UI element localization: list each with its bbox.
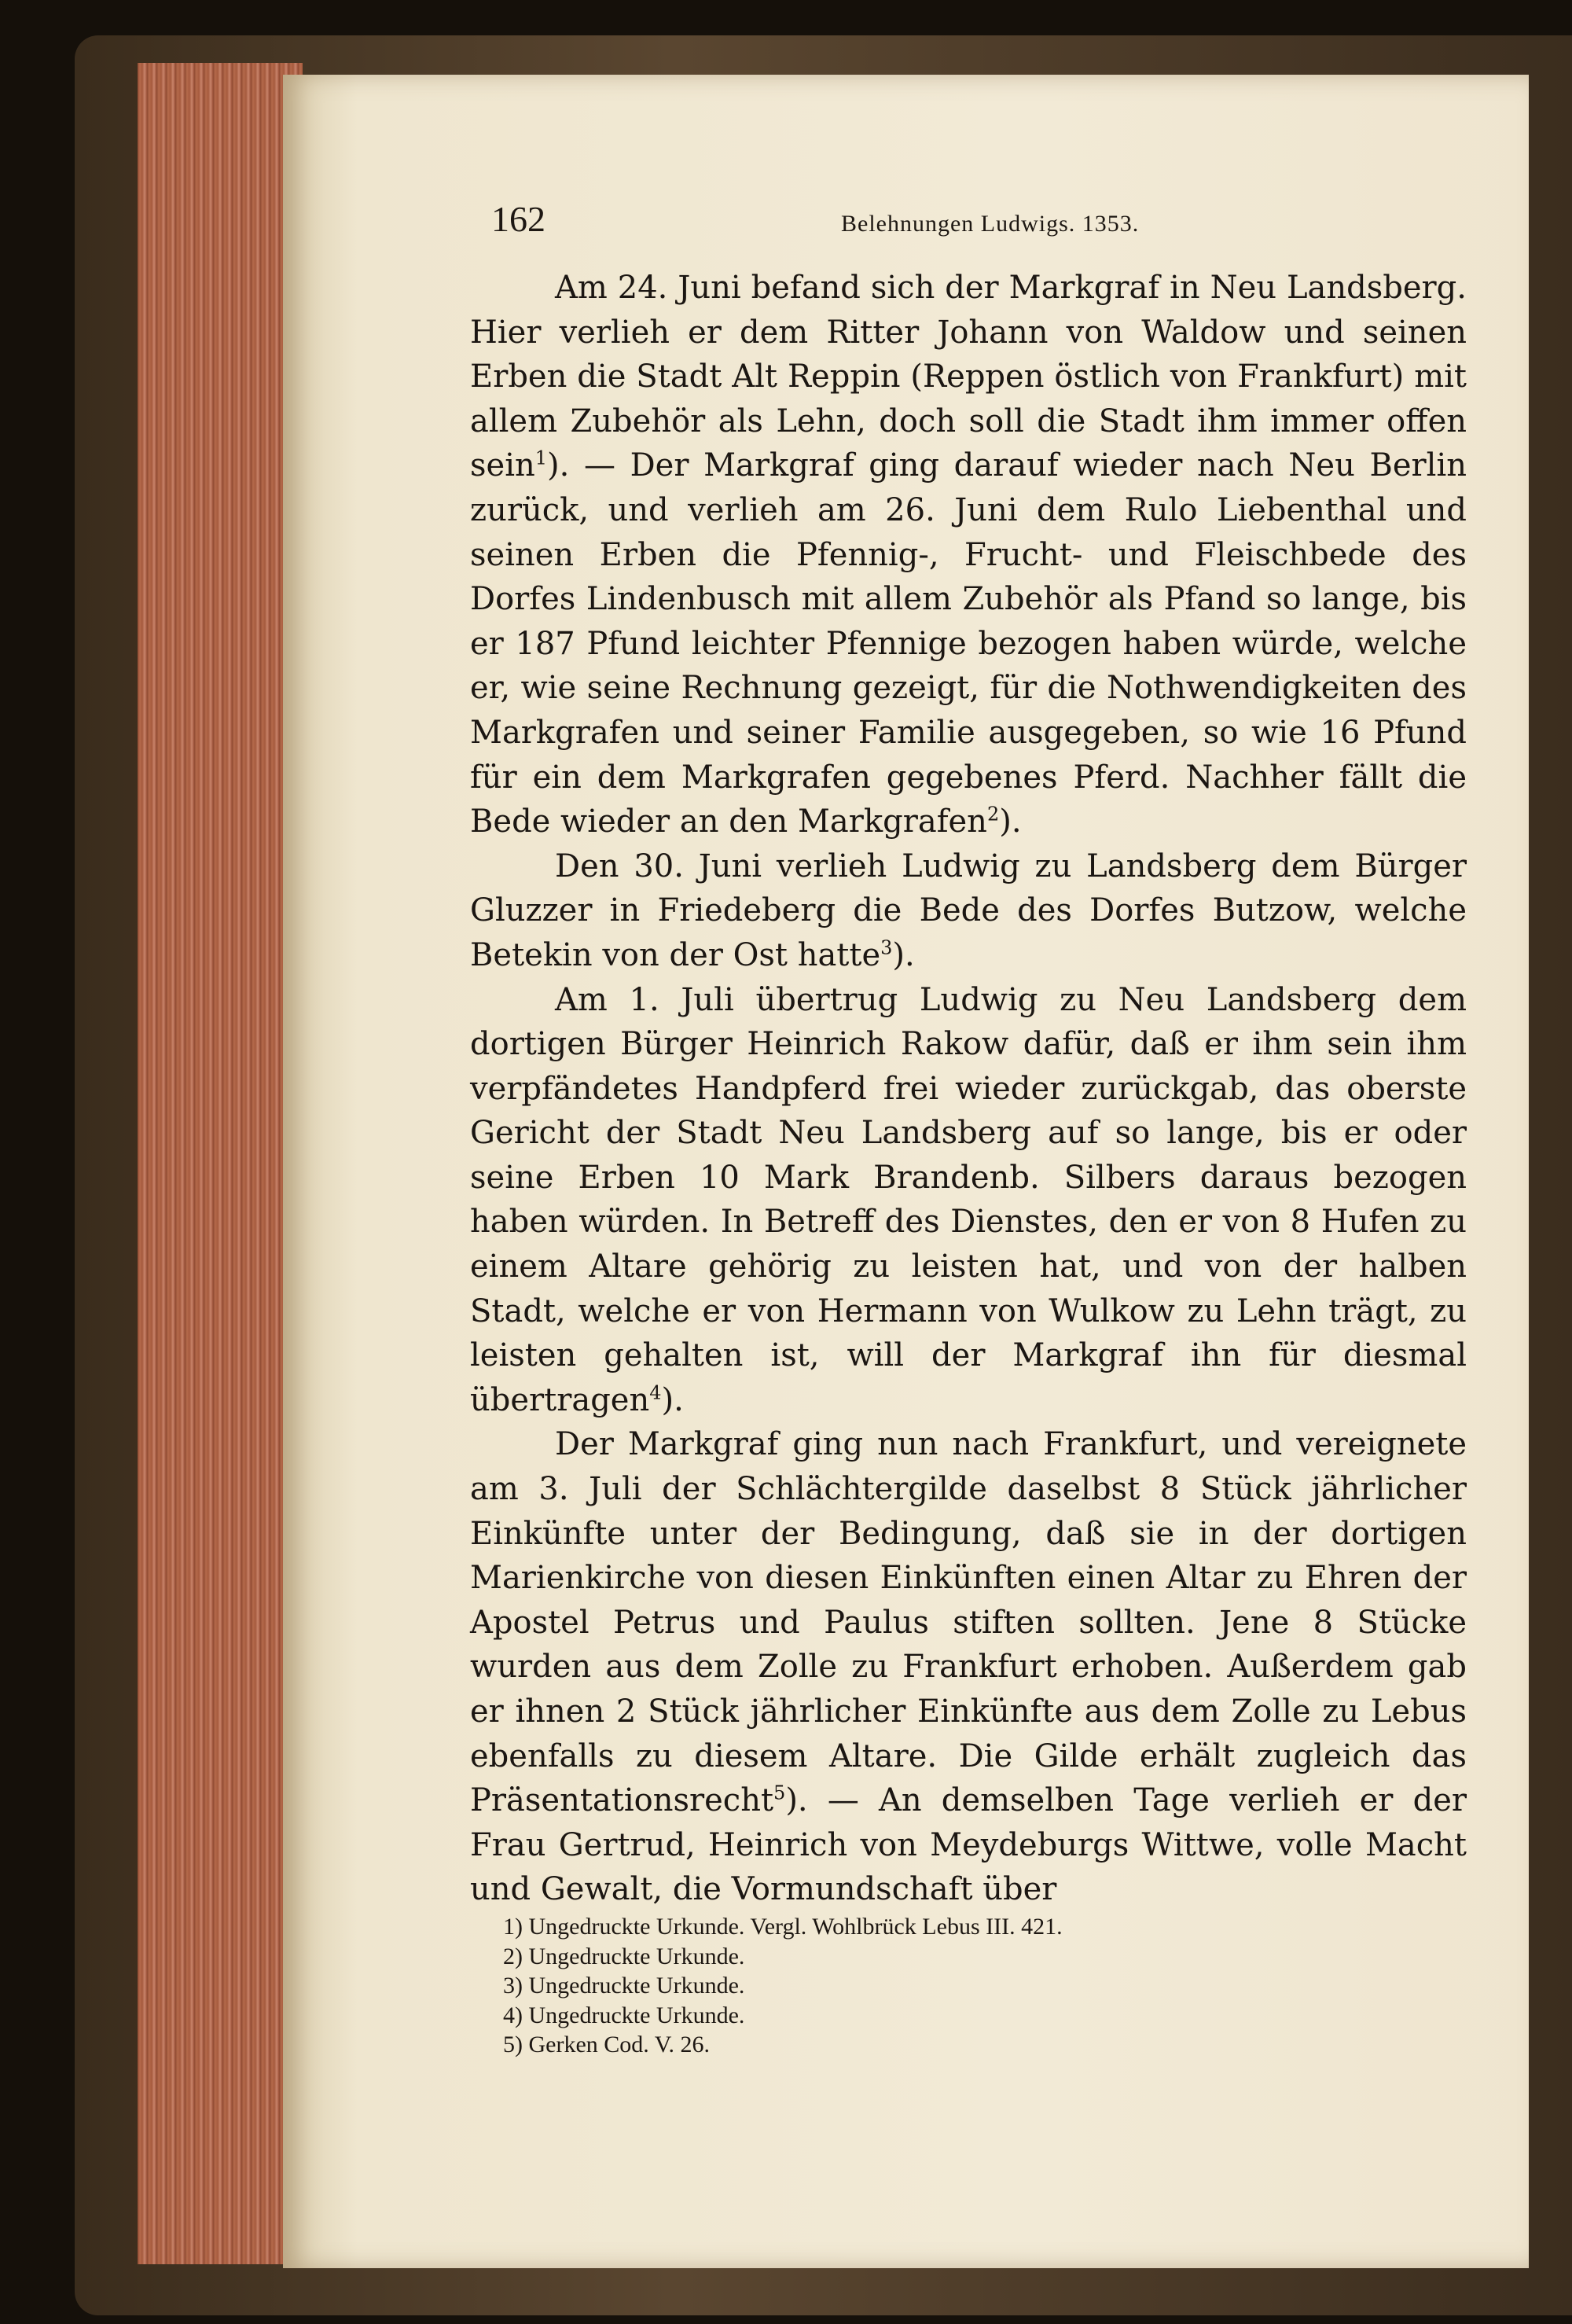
footnote-marker: 2 (986, 803, 1000, 826)
text-run: Der Markgraf ging nun nach Frankfurt, und vereignete am 3. Juli der Schlächtergilde daselbst 8 Stück jährlicher Einkünfte unter der Bedingung, daß sie in der dortigen Marienkirche von diesen Einkünften einen Altar zu Ehren der Apostel Petrus und Paulus stiften sollten. Jene 8 Stücke wurden aus dem Zolle zu Frankfurt erhoben. Außerdem gab er ihnen 2 Stück jährlicher Einkünfte aus dem Zolle zu Lebus ebenfalls zu diesem Altare. Die Gilde erhält zugleich das Präsentationsrecht (470, 1426, 1467, 1819)
footnote: 4) Ungedruckte Urkunde. (503, 2002, 745, 2028)
text-run: ). (661, 1381, 684, 1418)
text-run: ). — Der Markgraf ging darauf wieder nach Neu Berlin zurück, und verlieh am 26. Juni dem Rulo Liebenthal und seinen Erben die Pfennig-, Frucht- und Fleischbede des Dorfes Lindenbusch mit allem Zubehör als Pfand so lange, bis er 187 Pfund leichter Pfennige bezogen haben würde, welche er, wie seine Rechnung gezeigt, für die Nothwendigkeiten des Markgrafen und seiner Familie ausgegeben, so wie 16 Pfund für ein dem Markgrafen gegebenes Pferd. Nachher fällt die Bede wieder an den Markgrafen (470, 447, 1467, 840)
footnote-marker: 5 (773, 1782, 786, 1804)
footnote: 3) Ungedruckte Urkunde. (503, 1973, 745, 1999)
text-run: ). (999, 803, 1022, 840)
running-title: Belehnungen Ludwigs. 1353. (841, 211, 1140, 237)
paragraph-1 (470, 266, 1467, 844)
footnotes (503, 1912, 1289, 2060)
text-run: ). (892, 936, 915, 973)
text-run: Am 24. Juni befand sich der Markgraf in Neu Landsberg. Hier verlieh er dem Ritter Johann von Waldow und seinen Erben die Stadt Alt Reppin (Reppen östlich von Frankfurt) mit allem Zubehör als Lehn, doch soll die Stadt ihm immer offen sein (470, 270, 1467, 484)
footnote-marker: 3 (880, 936, 893, 959)
paragraph-2 (470, 844, 1467, 978)
text-run: Am 1. Juli übertrug Ludwig zu Neu Landsberg dem dortigen Bürger Heinrich Rakow dafür, daß er ihm sein ihm verpfändetes Handpferd frei wieder zurückgab, das oberste Gericht der Stadt Neu Landsberg auf so lange, bis er oder seine Erben 10 Mark Brandenb. Silbers daraus bezogen haben würden. In Betreff des Dienstes, den er von 8 Hufen zu einem Altare gehörig zu leisten hat, und von der halben Stadt, welche er von Hermann von Wulkow zu Lehn trägt, zu leisten gehalten ist, will der Markgraf ihn für diesmal übertragen (470, 981, 1467, 1418)
paragraph-4 (470, 1422, 1467, 1912)
footnote: 2) Ungedruckte Urkunde. (503, 1943, 745, 1969)
footnote-marker: 4 (649, 1381, 662, 1404)
page-edges (138, 63, 303, 2264)
footnote: 5) Gerken Cod. V. 26. (503, 2032, 711, 2057)
text-run: Den 30. Juni verlieh Ludwig zu Landsberg dem Bürger Gluzzer in Friedeberg die Bede des Dorfes Butzow, welche Betekin von der Ost hatte (470, 848, 1467, 973)
paragraph-3 (470, 978, 1467, 1423)
text-run: ). — An demselben Tage verlieh er der Frau Gertrud, Heinrich von Meydeburgs Wittwe, volle Macht und Gewalt, die Vormundschaft über (470, 1782, 1467, 1908)
footnote: 1) Ungedruckte Urkunde. Vergl. Wohlbrück Lebus III. 421. (503, 1914, 1063, 1940)
body-text (470, 266, 1467, 1912)
footnote-marker: 1 (534, 447, 548, 470)
page-header (491, 197, 1466, 252)
page-number: 162 (491, 199, 545, 239)
